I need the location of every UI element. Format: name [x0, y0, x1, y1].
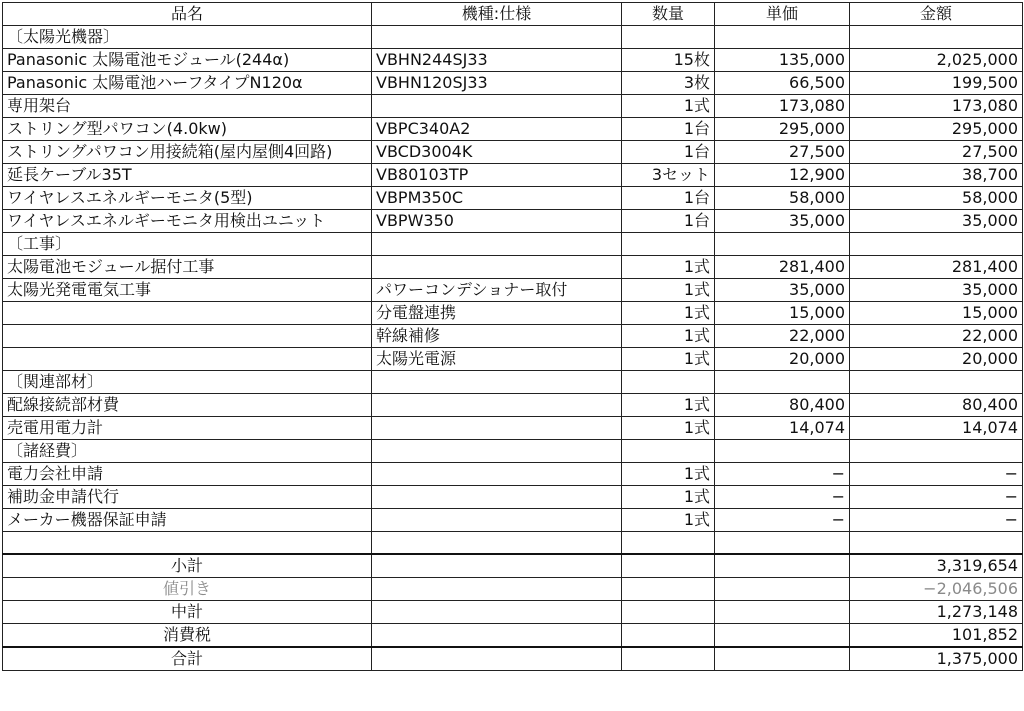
item-amount-cell: 20,000 — [850, 348, 1023, 371]
item-qty-cell: 1台 — [622, 187, 715, 210]
empty-cell — [372, 623, 622, 647]
table-row — [3, 463, 1023, 486]
item-model-cell — [372, 417, 622, 440]
empty-cell — [715, 554, 850, 578]
item-amount-cell — [850, 440, 1023, 463]
grand-total-label: 合計 — [3, 647, 372, 671]
item-model-cell: VBCD3004K — [372, 141, 622, 164]
item-qty-cell: 15枚 — [622, 49, 715, 72]
item-qty-cell: 1式 — [622, 95, 715, 118]
item-name-cell: メーカー機器保証申請 — [3, 509, 372, 532]
subtotal-row — [3, 554, 1023, 578]
item-unit-price-cell — [715, 532, 850, 554]
item-unit-price-cell: 12,900 — [715, 164, 850, 187]
discount-value: −2,046,506 — [850, 577, 1023, 600]
item-amount-cell: 15,000 — [850, 302, 1023, 325]
item-qty-cell — [622, 440, 715, 463]
item-unit-price-cell: 66,500 — [715, 72, 850, 95]
item-unit-price-cell: 20,000 — [715, 348, 850, 371]
table-row — [3, 348, 1023, 371]
table-row — [3, 233, 1023, 256]
item-name-cell: 延長ケーブル35T — [3, 164, 372, 187]
table-row — [3, 417, 1023, 440]
item-qty-cell: 3セット — [622, 164, 715, 187]
item-unit-price-cell: 135,000 — [715, 49, 850, 72]
item-qty-cell: 1式 — [622, 486, 715, 509]
item-unit-price-cell: 27,500 — [715, 141, 850, 164]
estimate-table — [2, 2, 1023, 671]
item-amount-cell: − — [850, 486, 1023, 509]
grand-total-value: 1,375,000 — [850, 647, 1023, 671]
table-row — [3, 72, 1023, 95]
item-name-cell — [3, 532, 372, 554]
middle-total-row — [3, 600, 1023, 623]
table-row — [3, 141, 1023, 164]
item-rows — [3, 26, 1023, 554]
item-model-cell: 分電盤連携 — [372, 302, 622, 325]
middle-total-label: 中計 — [3, 600, 372, 623]
empty-cell — [622, 577, 715, 600]
item-unit-price-cell: − — [715, 509, 850, 532]
item-amount-cell: 35,000 — [850, 279, 1023, 302]
item-unit-price-cell: 295,000 — [715, 118, 850, 141]
item-amount-cell — [850, 26, 1023, 49]
table-row — [3, 279, 1023, 302]
table-row — [3, 486, 1023, 509]
item-unit-price-cell — [715, 371, 850, 394]
empty-cell — [622, 647, 715, 671]
item-name-cell: Panasonic 太陽電池ハーフタイプN120α — [3, 72, 372, 95]
item-name-cell: ワイヤレスエネルギーモニタ用検出ユニット — [3, 210, 372, 233]
item-qty-cell: 1式 — [622, 256, 715, 279]
item-model-cell: パワーコンデショナー取付 — [372, 279, 622, 302]
empty-cell — [622, 623, 715, 647]
discount-row — [3, 577, 1023, 600]
item-amount-cell: − — [850, 509, 1023, 532]
item-model-cell — [372, 532, 622, 554]
empty-cell — [372, 600, 622, 623]
table-row — [3, 118, 1023, 141]
table-row — [3, 302, 1023, 325]
item-unit-price-cell: 15,000 — [715, 302, 850, 325]
item-amount-cell: 22,000 — [850, 325, 1023, 348]
item-qty-cell — [622, 233, 715, 256]
item-model-cell — [372, 440, 622, 463]
item-name-cell: 電力会社申請 — [3, 463, 372, 486]
item-unit-price-cell: 58,000 — [715, 187, 850, 210]
item-amount-cell: 295,000 — [850, 118, 1023, 141]
item-model-cell — [372, 486, 622, 509]
item-amount-cell: 35,000 — [850, 210, 1023, 233]
item-amount-cell: 80,400 — [850, 394, 1023, 417]
item-amount-cell: 14,074 — [850, 417, 1023, 440]
empty-cell — [622, 600, 715, 623]
header-unit-price: 単価 — [715, 3, 850, 26]
item-model-cell: VBPW350 — [372, 210, 622, 233]
item-model-cell — [372, 463, 622, 486]
empty-cell — [622, 554, 715, 578]
empty-cell — [372, 647, 622, 671]
item-qty-cell: 1式 — [622, 302, 715, 325]
item-name-cell: 売電用電力計 — [3, 417, 372, 440]
item-name-cell — [3, 302, 372, 325]
item-name-cell: 太陽電池モジュール据付工事 — [3, 256, 372, 279]
item-amount-cell — [850, 371, 1023, 394]
tax-value: 101,852 — [850, 623, 1023, 647]
item-qty-cell: 1台 — [622, 210, 715, 233]
item-name-cell: 〔諸経費〕 — [3, 440, 372, 463]
table-row — [3, 187, 1023, 210]
item-model-cell: 太陽光電源 — [372, 348, 622, 371]
empty-cell — [372, 577, 622, 600]
item-model-cell — [372, 233, 622, 256]
item-model-cell — [372, 394, 622, 417]
item-name-cell — [3, 348, 372, 371]
header-row — [3, 3, 1023, 26]
tax-label: 消費税 — [3, 623, 372, 647]
empty-cell — [715, 647, 850, 671]
item-name-cell: 配線接続部材費 — [3, 394, 372, 417]
item-model-cell — [372, 256, 622, 279]
item-name-cell: 補助金申請代行 — [3, 486, 372, 509]
table-row — [3, 532, 1023, 554]
item-model-cell: VBPM350C — [372, 187, 622, 210]
empty-cell — [715, 600, 850, 623]
item-name-cell: ストリングパワコン用接続箱(屋内屋側4回路) — [3, 141, 372, 164]
item-amount-cell: 38,700 — [850, 164, 1023, 187]
table-row — [3, 440, 1023, 463]
item-amount-cell: 27,500 — [850, 141, 1023, 164]
middle-total-value: 1,273,148 — [850, 600, 1023, 623]
item-unit-price-cell: 173,080 — [715, 95, 850, 118]
table-row — [3, 325, 1023, 348]
item-qty-cell: 1式 — [622, 509, 715, 532]
item-qty-cell: 1式 — [622, 463, 715, 486]
item-model-cell: 幹線補修 — [372, 325, 622, 348]
item-unit-price-cell: 281,400 — [715, 256, 850, 279]
item-amount-cell: − — [850, 463, 1023, 486]
item-qty-cell — [622, 371, 715, 394]
item-unit-price-cell: 14,074 — [715, 417, 850, 440]
item-unit-price-cell: 35,000 — [715, 279, 850, 302]
item-unit-price-cell: − — [715, 463, 850, 486]
item-unit-price-cell — [715, 233, 850, 256]
item-name-cell: 〔工事〕 — [3, 233, 372, 256]
subtotal-label: 小計 — [3, 554, 372, 578]
empty-cell — [715, 577, 850, 600]
item-name-cell: 太陽光発電電気工事 — [3, 279, 372, 302]
item-model-cell — [372, 95, 622, 118]
item-qty-cell: 1台 — [622, 118, 715, 141]
item-qty-cell: 1式 — [622, 417, 715, 440]
item-model-cell: VB80103TP — [372, 164, 622, 187]
table-row — [3, 164, 1023, 187]
tax-row — [3, 623, 1023, 647]
item-name-cell: 専用架台 — [3, 95, 372, 118]
item-qty-cell — [622, 26, 715, 49]
item-qty-cell: 1式 — [622, 394, 715, 417]
item-amount-cell — [850, 233, 1023, 256]
subtotal-value: 3,319,654 — [850, 554, 1023, 578]
item-amount-cell: 58,000 — [850, 187, 1023, 210]
item-unit-price-cell — [715, 440, 850, 463]
empty-cell — [715, 623, 850, 647]
item-qty-cell: 1式 — [622, 348, 715, 371]
item-model-cell — [372, 509, 622, 532]
table-row — [3, 49, 1023, 72]
item-model-cell — [372, 371, 622, 394]
item-amount-cell: 199,500 — [850, 72, 1023, 95]
table-row — [3, 95, 1023, 118]
table-row — [3, 394, 1023, 417]
item-unit-price-cell: 22,000 — [715, 325, 850, 348]
table-row — [3, 256, 1023, 279]
item-qty-cell: 3枚 — [622, 72, 715, 95]
summary-rows — [3, 554, 1023, 671]
item-name-cell — [3, 325, 372, 348]
grand-total-row — [3, 647, 1023, 671]
item-unit-price-cell: 35,000 — [715, 210, 850, 233]
header-amount: 金額 — [850, 3, 1023, 26]
item-model-cell: VBPC340A2 — [372, 118, 622, 141]
header-name: 品名 — [3, 3, 372, 26]
item-name-cell: 〔太陽光機器〕 — [3, 26, 372, 49]
item-qty-cell: 1式 — [622, 325, 715, 348]
item-qty-cell: 1式 — [622, 279, 715, 302]
item-unit-price-cell: 80,400 — [715, 394, 850, 417]
table-row — [3, 371, 1023, 394]
empty-cell — [372, 554, 622, 578]
item-name-cell: ストリング型パワコン(4.0kw) — [3, 118, 372, 141]
item-model-cell: VBHN120SJ33 — [372, 72, 622, 95]
item-name-cell: 〔関連部材〕 — [3, 371, 372, 394]
item-unit-price-cell — [715, 26, 850, 49]
item-name-cell: Panasonic 太陽電池モジュール(244α) — [3, 49, 372, 72]
item-amount-cell — [850, 532, 1023, 554]
item-model-cell: VBHN244SJ33 — [372, 49, 622, 72]
item-amount-cell: 173,080 — [850, 95, 1023, 118]
item-model-cell — [372, 26, 622, 49]
item-qty-cell: 1台 — [622, 141, 715, 164]
table-row — [3, 509, 1023, 532]
item-name-cell: ワイヤレスエネルギーモニタ(5型) — [3, 187, 372, 210]
table-row — [3, 26, 1023, 49]
header-qty: 数量 — [622, 3, 715, 26]
item-qty-cell — [622, 532, 715, 554]
header-model: 機種:仕様 — [372, 3, 622, 26]
discount-label: 値引き — [3, 577, 372, 600]
item-amount-cell: 281,400 — [850, 256, 1023, 279]
table-row — [3, 210, 1023, 233]
item-unit-price-cell: − — [715, 486, 850, 509]
item-amount-cell: 2,025,000 — [850, 49, 1023, 72]
